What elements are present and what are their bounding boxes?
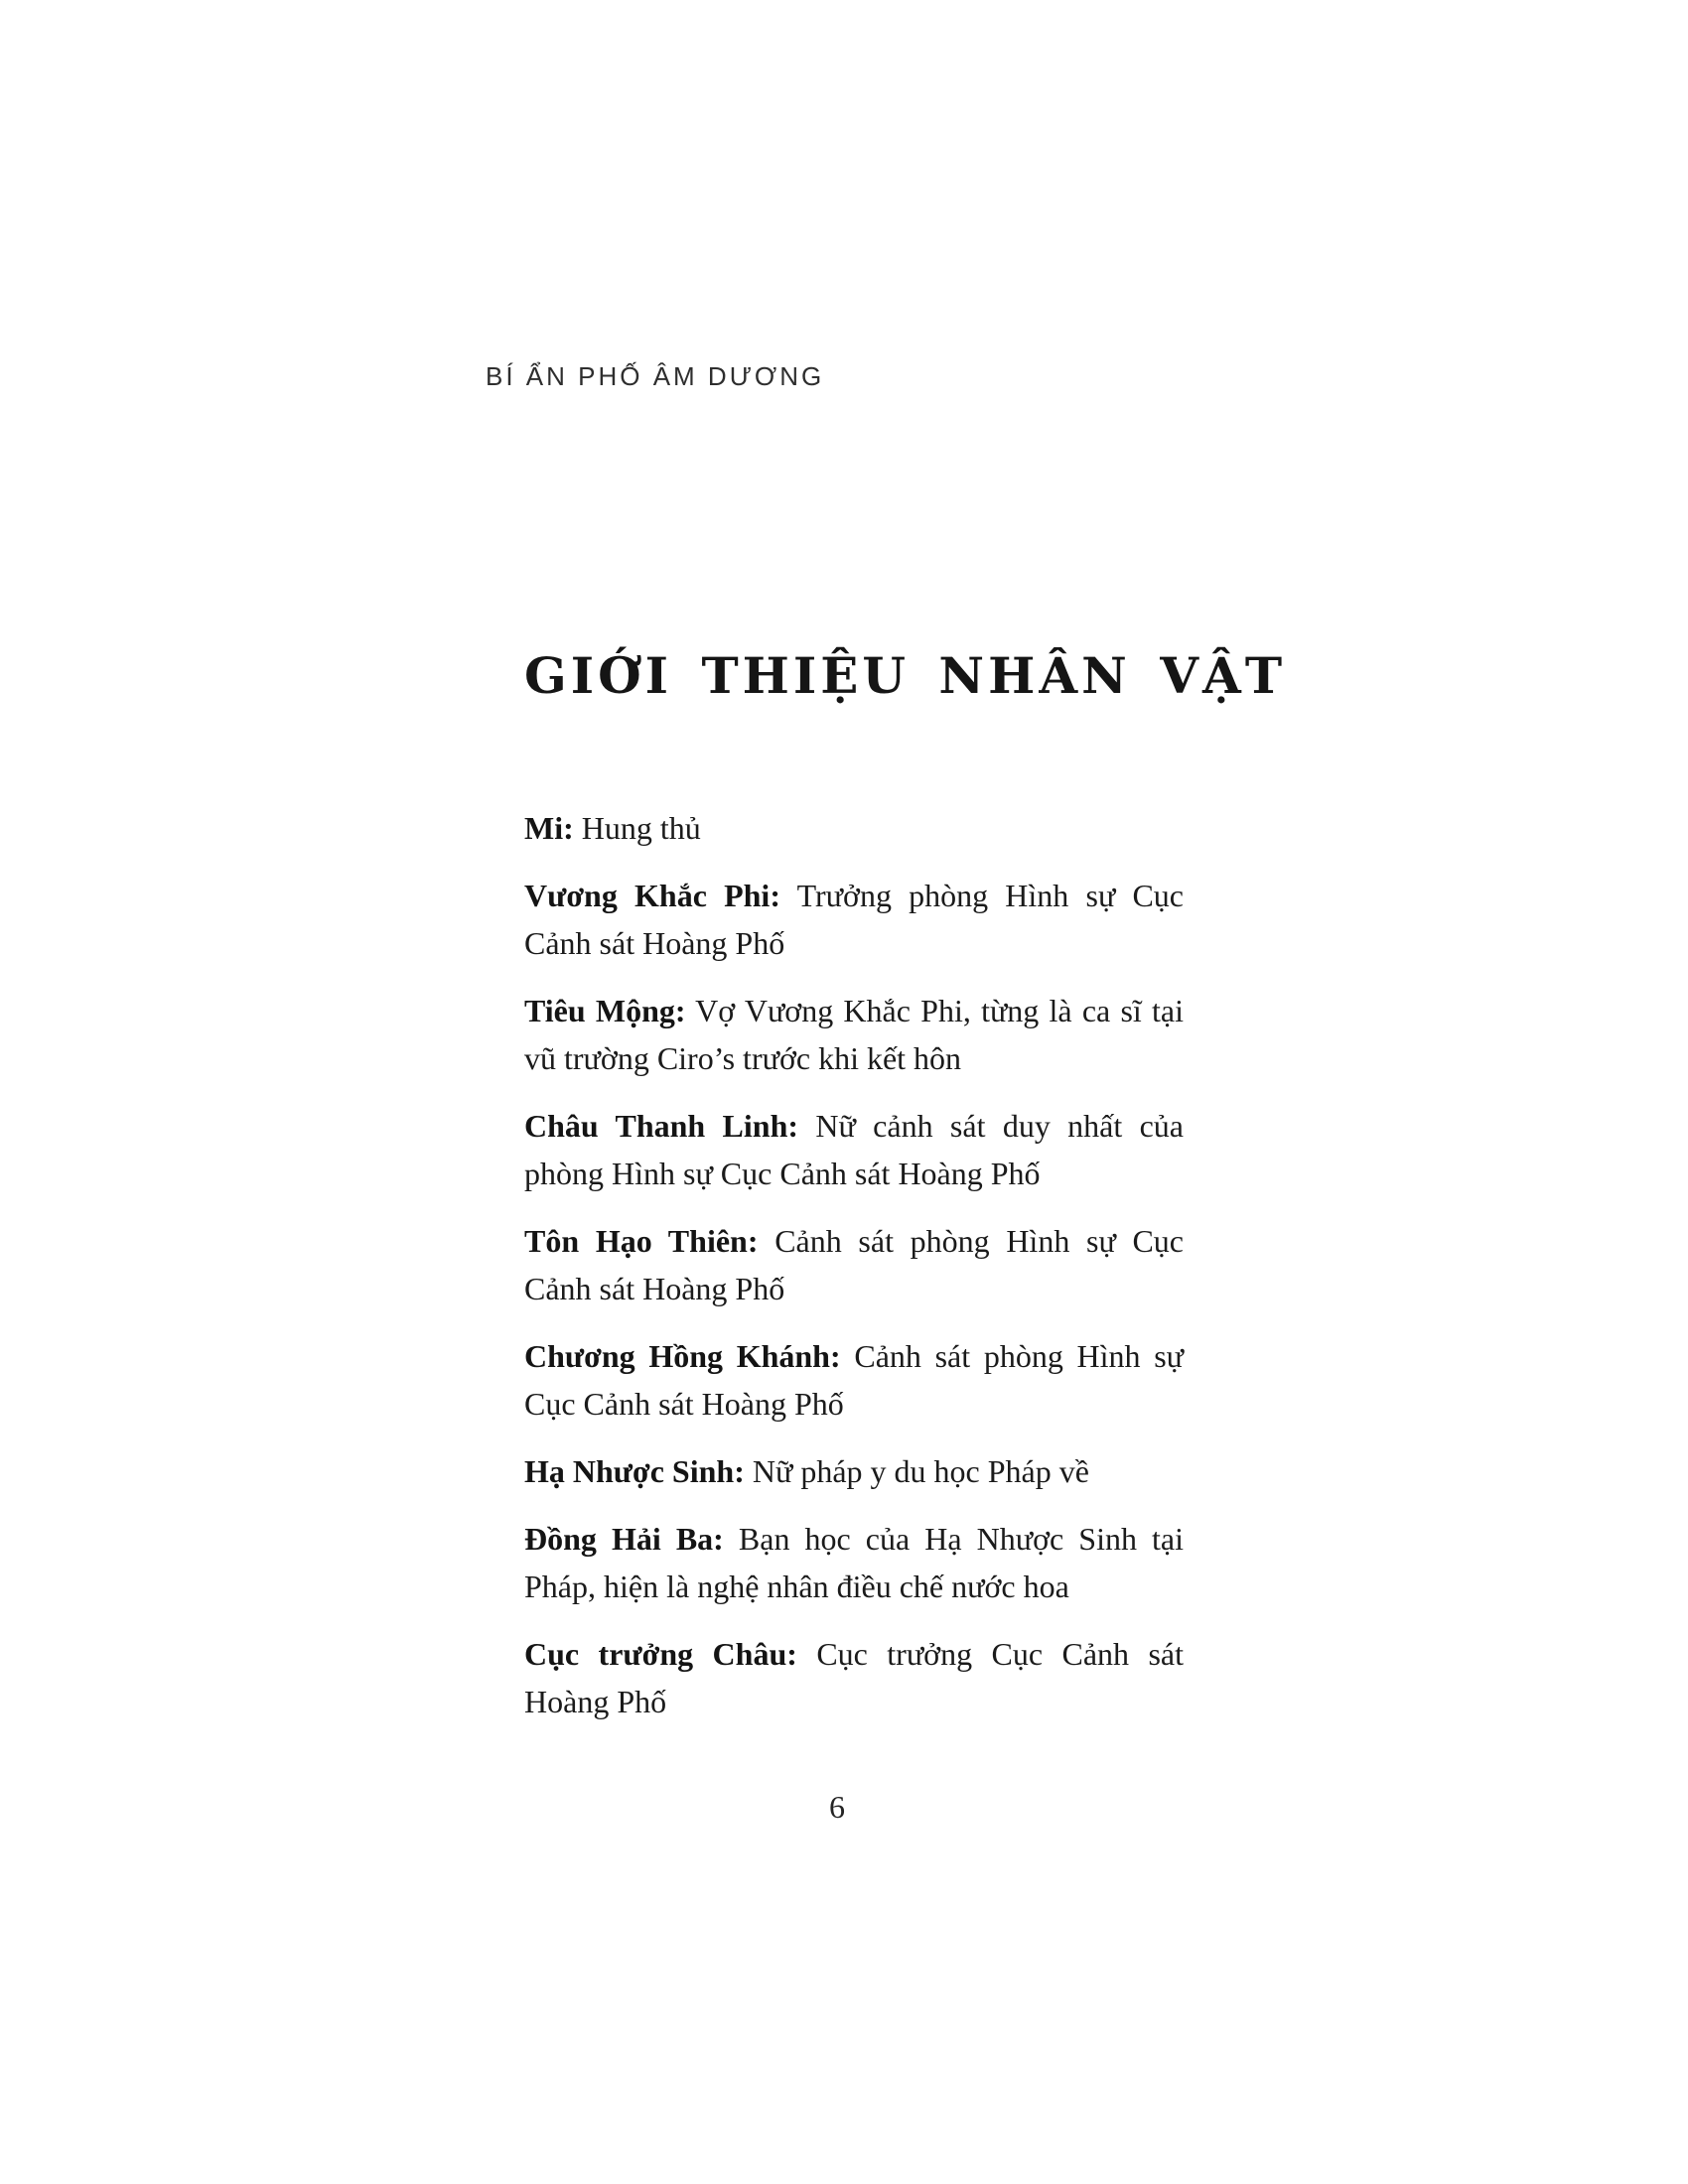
character-entry xyxy=(524,1217,1184,1312)
character-entry xyxy=(524,872,1184,967)
character-entry xyxy=(524,1515,1184,1610)
running-header: BÍ ẨN PHỐ ÂM DƯƠNG xyxy=(486,361,825,391)
chapter-title: GIỚI THIỆU NHÂN VẬT xyxy=(524,645,1287,705)
character-description: Vợ Vương Khắc Phi, từng là ca sĩ tại vũ trường Ciro’s trước khi kết hôn xyxy=(524,993,1185,1076)
character-description: Trưởng phòng Hình sự Cục Cảnh sát Hoàng Phố xyxy=(524,878,1185,961)
character-description: Cảnh sát phòng Hình sự Cục Cảnh sát Hoàng Phố xyxy=(524,1223,1185,1306)
character-entry xyxy=(524,804,1184,852)
character-name: Tôn Hạo Thiên: xyxy=(524,1223,759,1259)
character-entry xyxy=(524,1630,1184,1725)
character-entry xyxy=(524,1332,1184,1428)
character-name: Vương Khắc Phi: xyxy=(524,878,780,913)
character-description: Cục trưởng Cục Cảnh sát Hoàng Phố xyxy=(524,1636,1184,1719)
character-entry xyxy=(524,1447,1184,1495)
character-description: Bạn học của Hạ Nhược Sinh tại Pháp, hiện là nghệ nhân điều chế nước hoa xyxy=(524,1521,1185,1604)
character-name: Cục trưởng Châu: xyxy=(524,1636,797,1672)
character-list xyxy=(524,804,1184,1745)
character-description: Nữ pháp y du học Pháp về xyxy=(752,1453,1089,1489)
character-name: Châu Thanh Linh: xyxy=(524,1108,799,1144)
character-name: Hạ Nhược Sinh: xyxy=(524,1453,745,1489)
character-description: Nữ cảnh sát duy nhất của phòng Hình sự Cục Cảnh sát Hoàng Phố xyxy=(524,1108,1184,1191)
character-description: Cảnh sát phòng Hình sự Cục Cảnh sát Hoàng Phố xyxy=(524,1338,1185,1422)
character-description: Hung thủ xyxy=(581,810,701,846)
character-name: Mi: xyxy=(524,810,574,846)
character-entry xyxy=(524,987,1184,1082)
character-name: Chương Hồng Khánh: xyxy=(524,1338,841,1374)
character-name: Đồng Hải Ba: xyxy=(524,1521,724,1557)
character-name: Tiêu Mộng: xyxy=(524,993,686,1028)
page-number: 6 xyxy=(829,1789,845,1825)
character-entry xyxy=(524,1102,1184,1197)
